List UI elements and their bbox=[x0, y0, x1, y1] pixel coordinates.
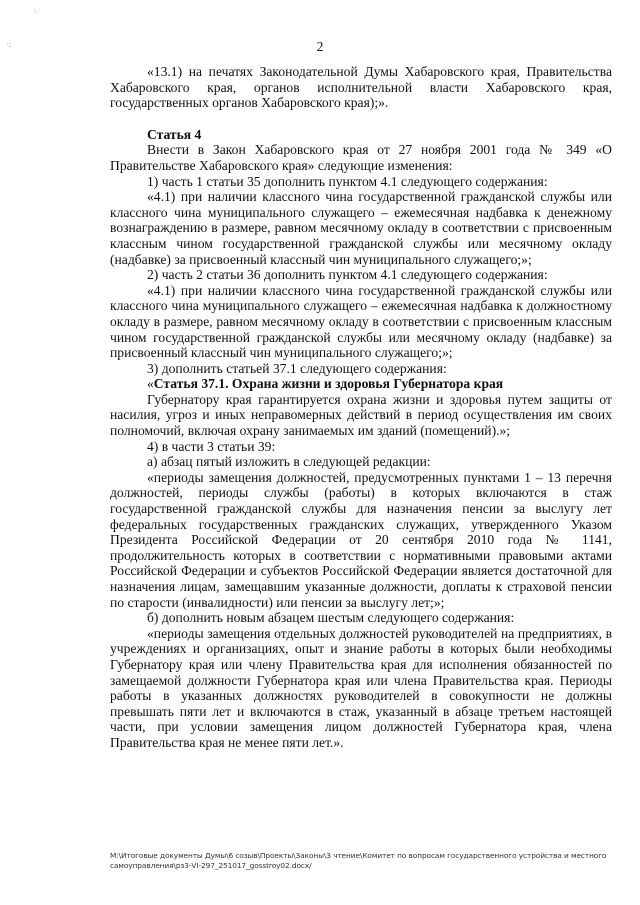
paragraph: «4.1) при наличии классного чина государственной гражданской службы или классного чина муниципального служащего – ежемесячная надбавка к денежному вознаграждению в размере, равном месячному окладу в соответствии с присвоенным классным чином государственной гражданской службы или месячному окладу (надбавке) за присвоенный классный чин муниципального служащего;»; bbox=[110, 189, 612, 267]
paragraph: «4.1) при наличии классного чина государственной гражданской службы или классного чина муниципального служащего – ежемесячная надбавка к должностному окладу в размере, равном месячному окладу в соответствии с присвоенным классным чином государственной гражданской службы или месячному окладу (надбавке) за присвоенный классный чин муниципального служащего;»; bbox=[110, 282, 612, 361]
paragraph: Внести в Закон Хабаровского края от 27 ноября 2001 года № 349 «О Правительстве Хабаровского края» следующие изменения: bbox=[110, 142, 612, 173]
paragraph-article-title bbox=[110, 376, 612, 392]
paragraph: 3) дополнить статьей 37.1 следующего содержания: bbox=[147, 360, 447, 376]
paragraph: Губернатору края гарантируется охрана жизни и здоровья путем защиты от насилия, угроз и иных неправомерных действий в период осуществления им своих полномочий, включая охрану занимаемых им зданий (помещений).»; bbox=[110, 391, 612, 439]
file-path-footer: M:\Итоговые документы Думы\6 созыв\Проекты\Законы\3 чтение\Комитет по вопросам государственного устройства и местного самоуправления\рз3-VI-297_251017_gosstroy02.docx/ bbox=[110, 851, 607, 870]
quote-mark: « bbox=[147, 376, 154, 392]
scan-artifact-mark: ·: bbox=[6, 40, 12, 49]
paragraph: б) дополнить новым абзацем шестым следующего содержания: bbox=[147, 610, 515, 626]
paragraph: «периоды замещения должностей, предусмотренных пунктами 1 – 13 перечня должностей, периоды службы (работы) в которых включаются в стаж государственной гражданской службы для назначения пенсии за выслугу лет федеральных государственных гражданских служащих, утвержденного Указом Президента Российской Федерации от 20 сентября 2010 года № 1141, продолжительность которых в соответствии с нормативными правовыми актами Российской Федерации и субъектов Российской Федерации является достаточной для назначения лицам, замещавшим указанные должности, доплаты к страховой пенсии по старости (инвалидности) или пенсии за выслугу лет;»; bbox=[110, 469, 612, 610]
page-number: 2 bbox=[316, 39, 324, 54]
paragraph: 4) в части 3 статьи 39: bbox=[147, 438, 276, 454]
document-body bbox=[110, 64, 612, 751]
paragraph: «13.1) на печатях Законодательной Думы Хабаровского края, Правительства Хабаровского края, органов исполнительной власти Хабаровского края, государственных органов Хабаровского края);». bbox=[110, 64, 612, 111]
paragraph: а) абзац пятый изложить в следующей редакции: bbox=[147, 454, 431, 470]
scan-artifact-mark: ·̇ bbox=[34, 8, 37, 17]
article-heading: Статья 4 bbox=[147, 126, 202, 142]
paragraph: 2) часть 2 статьи 36 дополнить пунктом 4.1 следующего содержания: bbox=[147, 267, 548, 283]
article-37-1-heading: Статья 37.1. Охрана жизни и здоровья Губернатора края bbox=[153, 376, 504, 392]
paragraph: 1) часть 1 статьи 35 дополнить пунктом 4.1 следующего содержания: bbox=[147, 173, 548, 189]
paragraph: «периоды замещения отдельных должностей руководителей на предприятиях, в учреждениях и организациях, опыт и знание работы в которых были необходимы Губернатору края или члену Правительства края для исполнения обязанностей по замещаемой должности Губернатора края или члена Правительства края. Периоды работы в указанных должностях руководителей в совокупности не должны превышать пяти лет и включаются в стаж, указанный в абзаце третьем настоящей части, при условии замещения лицом должностей Губернатора края, члена Правительства края не менее пяти лет.». bbox=[110, 625, 612, 750]
